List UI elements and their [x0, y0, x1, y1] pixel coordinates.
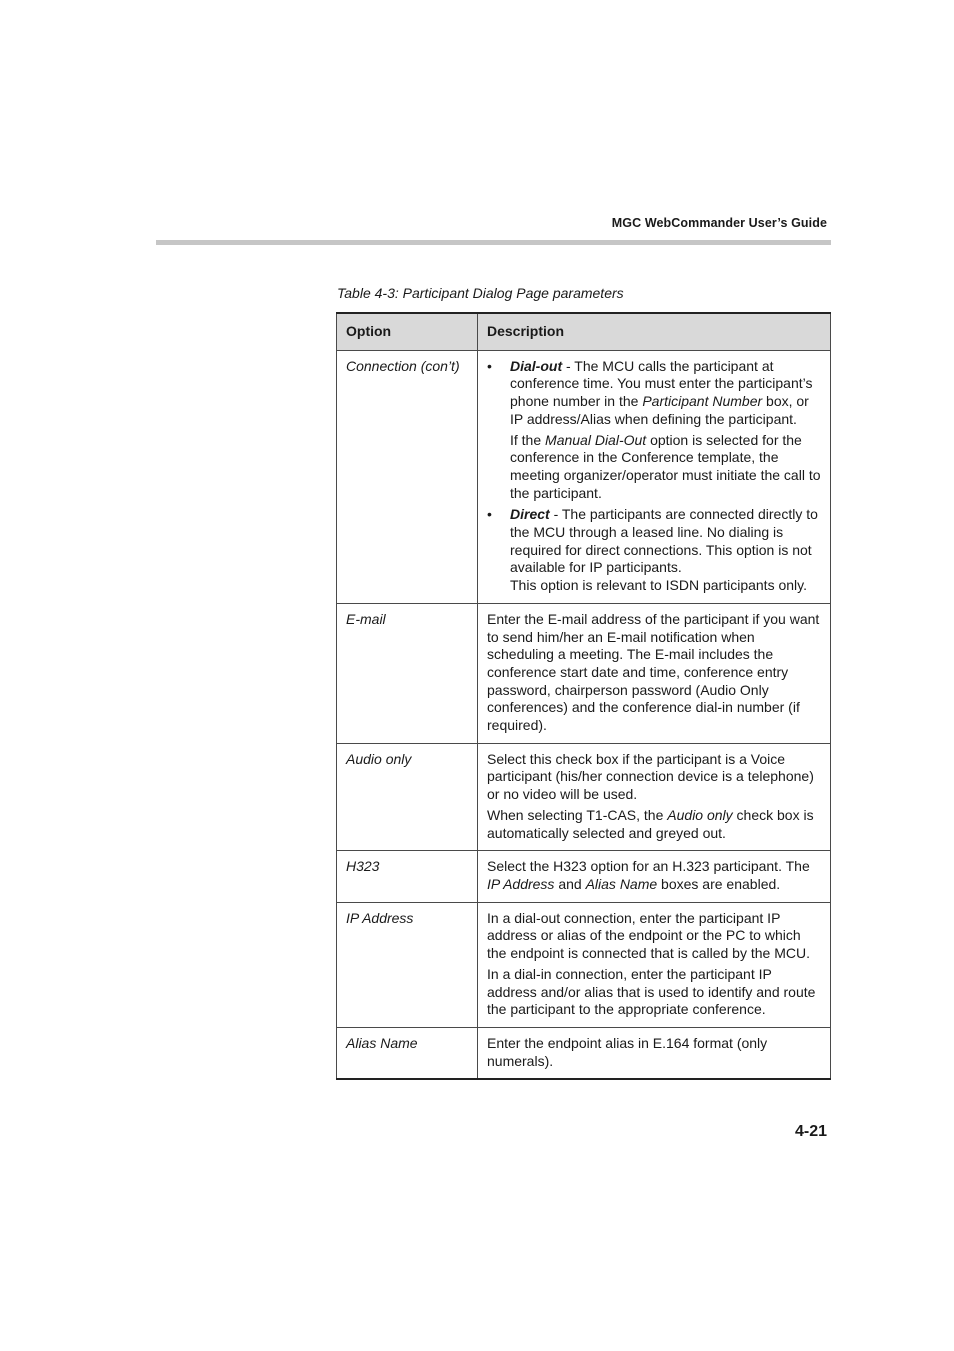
direct-term: Direct — [510, 506, 550, 523]
audio-only-paragraph-1: Select this check box if the participant is a Voice participant (his/her connection device is a telephone) or no video will be used. — [487, 750, 814, 803]
header-rule — [156, 240, 831, 245]
table-row — [337, 1027, 831, 1079]
manual-dial-out-term: Manual Dial-Out — [545, 431, 647, 448]
parameters-table — [336, 312, 831, 1080]
alias-name-term: Alias Name — [585, 875, 658, 892]
dial-out-paragraph: Dial-out - The MCU calls the participant at conference time. You must enter the participant’s phone number in the Participant Number box, or IP address/Alias when defining the participant. — [510, 357, 813, 427]
description-cell-alias-name: Enter the endpoint alias in E.164 format (only numerals). — [478, 1027, 831, 1079]
ip-address-paragraph-2: In a dial-in connection, enter the participant IP address and/or alias that is used to identify and route the participant to the appropriate conference. — [487, 965, 816, 1018]
description-cell-audio-only — [478, 743, 831, 851]
option-cell-audio-only: Audio only — [337, 743, 478, 851]
manual-dial-out-paragraph: If the Manual Dial-Out option is selected for the conference in the Conference template, the meeting organizer/operator must initiate the call to the participant. — [510, 431, 821, 501]
dial-out-term: Dial-out — [510, 357, 563, 374]
description-cell-connection — [478, 350, 831, 603]
table-header-row — [337, 313, 831, 350]
participant-number-term: Participant Number — [642, 393, 763, 410]
table-row — [337, 851, 831, 902]
bullet-item-direct — [487, 506, 821, 595]
bullet-icon: • — [487, 506, 492, 523]
table-caption: Table 4-3: Participant Dialog Page parameters — [337, 285, 624, 301]
table-row — [337, 350, 831, 603]
option-cell-alias-name: Alias Name — [337, 1027, 478, 1079]
column-header-description: Description — [478, 313, 831, 350]
option-cell-ip-address: IP Address — [337, 902, 478, 1027]
table-row — [337, 743, 831, 851]
table-row — [337, 603, 831, 743]
option-cell-h323: H323 — [337, 851, 478, 902]
audio-only-term: Audio only — [667, 806, 733, 823]
description-cell-h323: Select the H323 option for an H.323 participant. The IP Address and Alias Name boxes are enabled. — [478, 851, 831, 902]
ip-address-paragraph-1: In a dial-out connection, enter the participant IP address or alias of the endpoint or the PC to which the endpoint is connected that is called by the MCU. — [487, 909, 810, 962]
direct-note: This option is relevant to ISDN participants only. — [510, 577, 807, 594]
option-cell-email: E-mail — [337, 603, 478, 743]
bullet-item-dial-out — [487, 358, 821, 503]
description-cell-email: Enter the E-mail address of the participant if you want to send him/her an E-mail notification when scheduling a meeting. The E-mail includes the conference start date and time, conference entry password, chairperson password (Audio Only conferences) and the conference dial-in number (if required). — [478, 603, 831, 743]
table-row — [337, 902, 831, 1027]
running-header: MGC WebCommander User’s Guide — [611, 216, 827, 230]
ip-address-term: IP Address — [487, 875, 555, 892]
column-header-option: Option — [337, 313, 478, 350]
bullet-icon: • — [487, 357, 492, 374]
audio-only-paragraph-2: When selecting T1-CAS, the Audio only check box is automatically selected and greyed out. — [487, 806, 814, 841]
page-number: 4-21 — [794, 1123, 827, 1140]
description-cell-ip-address — [478, 902, 831, 1027]
connection-bullet-list — [487, 358, 821, 595]
direct-paragraph: Direct - The participants are connected directly to the MCU through a leased line. No dialing is required for direct connections. This option is not available for IP participants. — [510, 506, 818, 576]
option-cell-connection: Connection (con’t) — [337, 350, 478, 603]
